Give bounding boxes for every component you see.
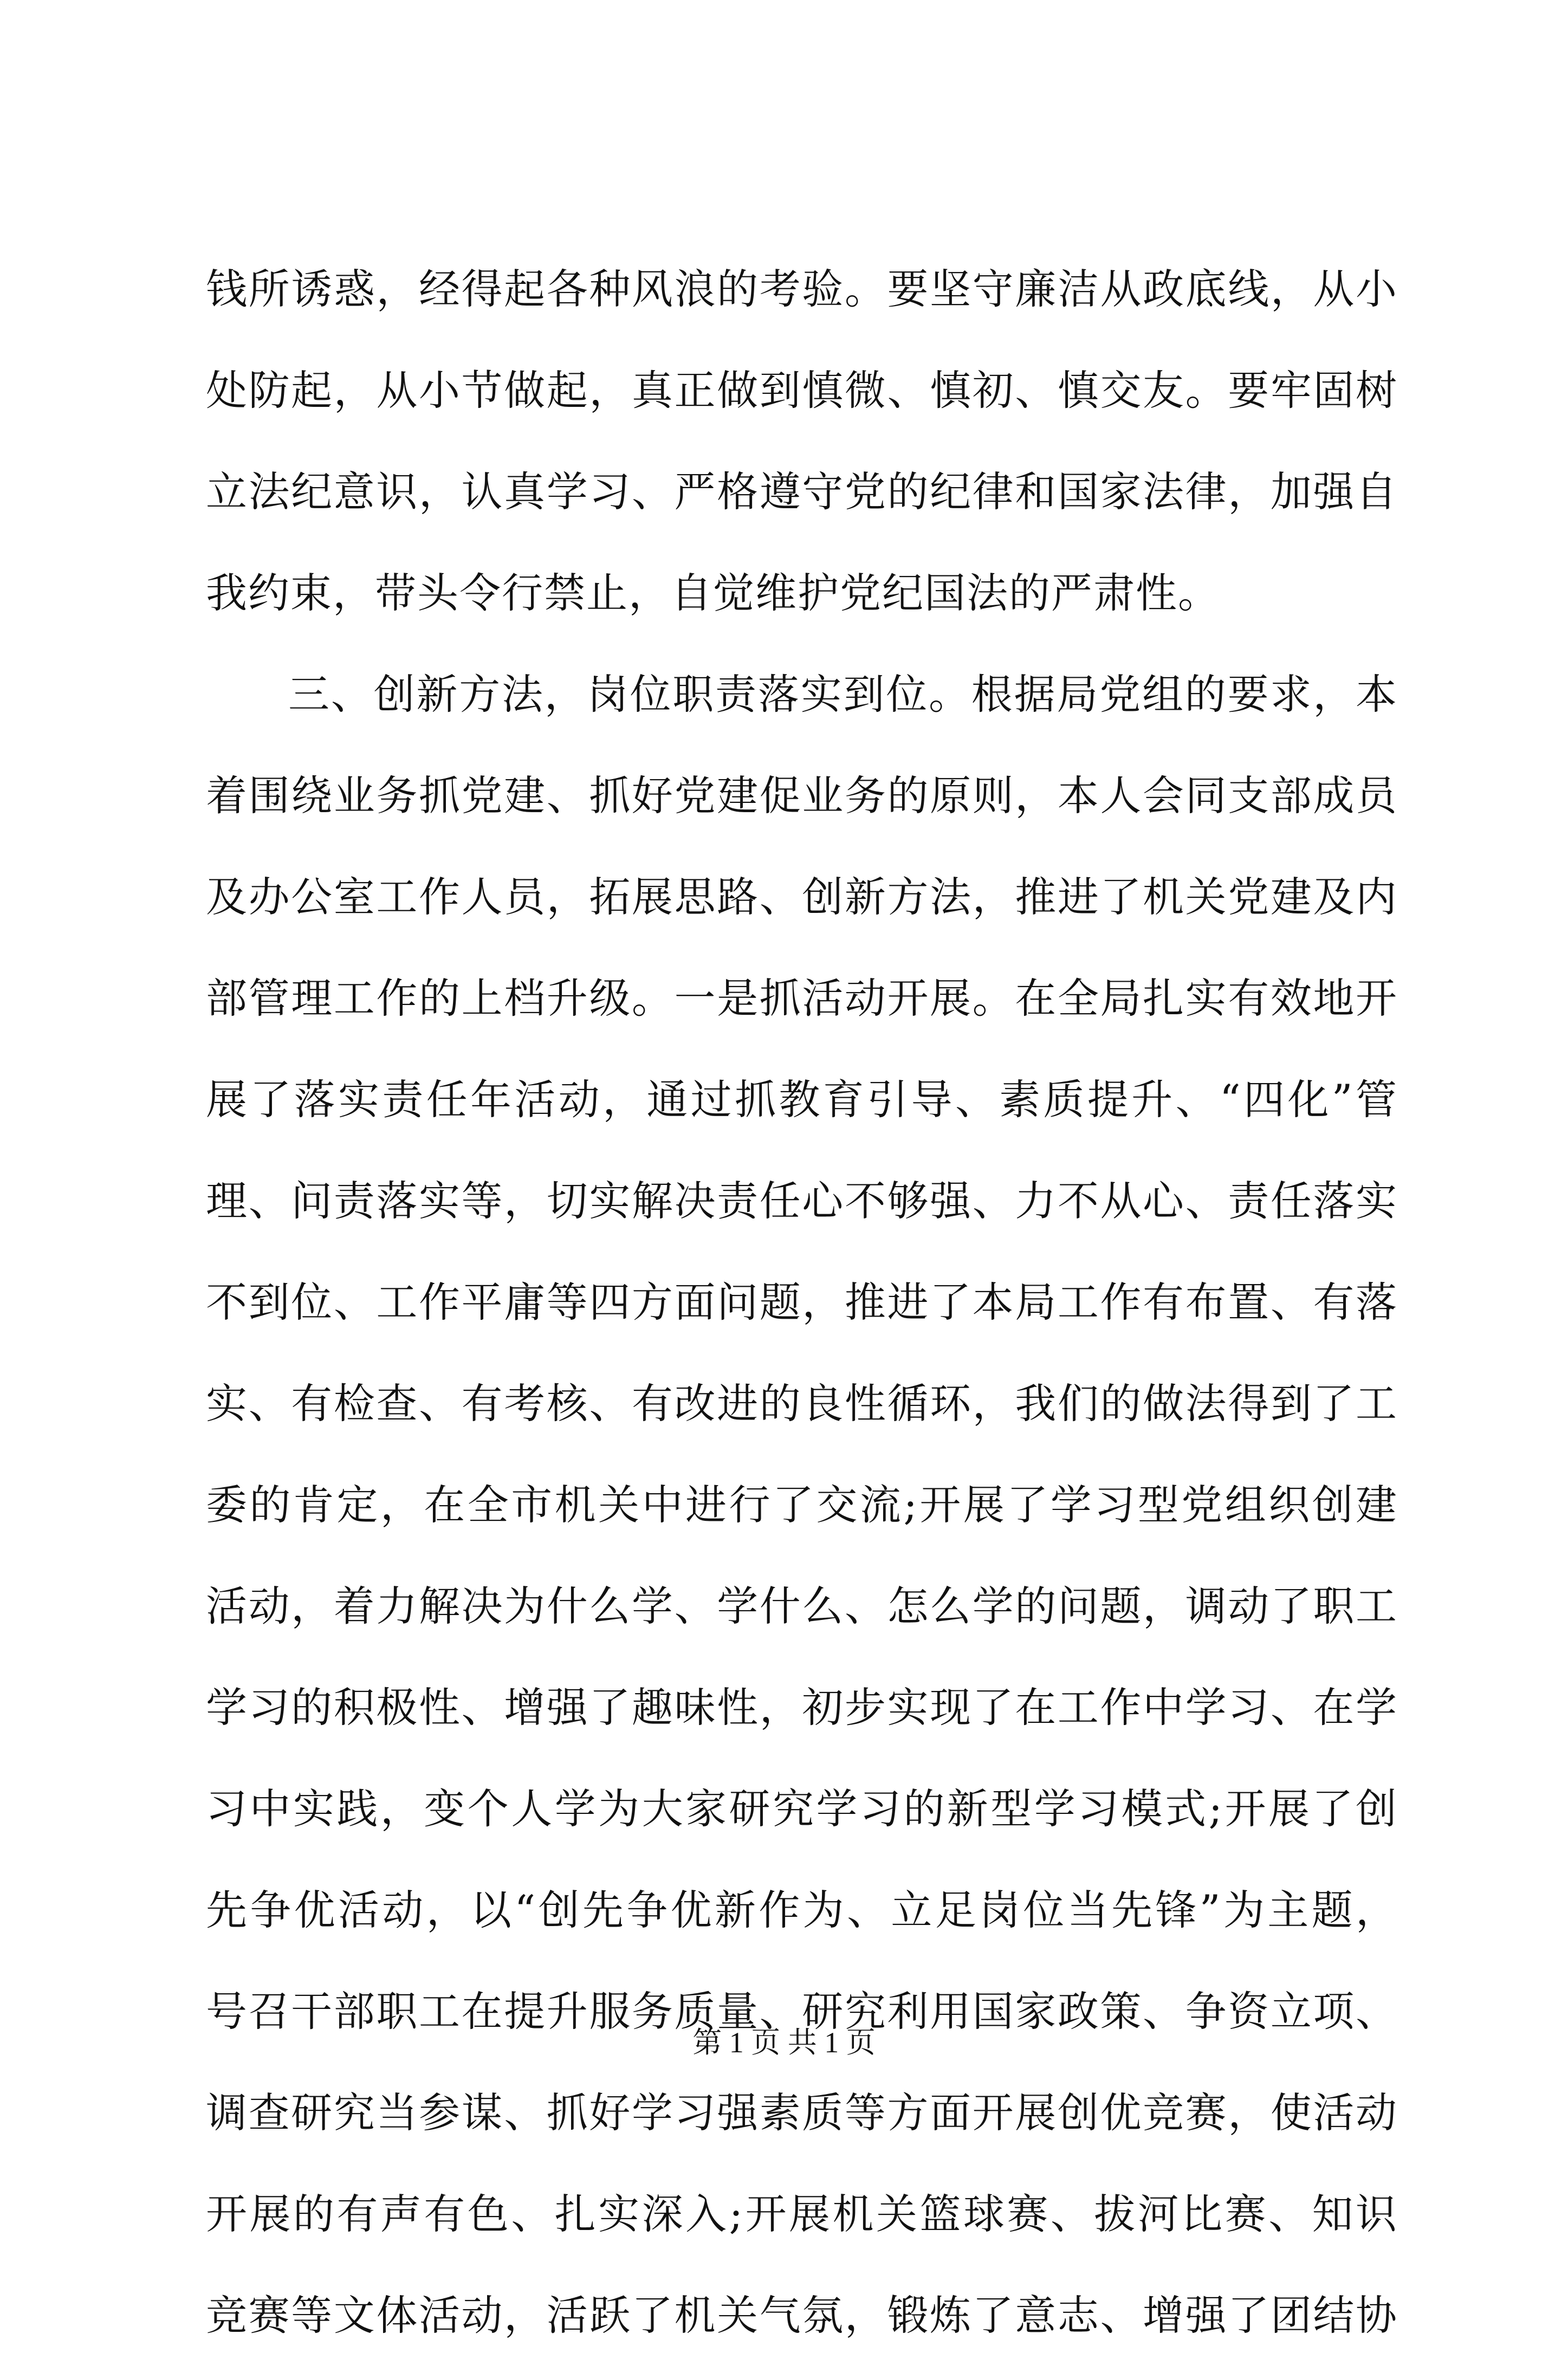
text-line: 部管理工作的上档升级。一是抓活动开展。在全局扎实有效地开 <box>206 974 1398 1022</box>
text-line: 实、有检查、有考核、有改进的良性循环，我们的做法得到了工 <box>206 1379 1398 1428</box>
text-line: 处防起，从小节做起，真正做到慎微、慎初、慎交友。要牢固树 <box>206 366 1398 414</box>
text-line: 竞赛等文体活动，活跃了机关气氛，锻炼了意志、增强了团结协 <box>206 2291 1398 2339</box>
text-line: 展了落实责任年活动，通过抓教育引导、素质提升、“四化”管 <box>206 1075 1398 1124</box>
page-footer: 第 1 页 共 1 页 <box>692 2026 876 2059</box>
text-line: 调查研究当参谋、抓好学习强素质等方面开展创优竞赛，使活动 <box>206 2089 1398 2137</box>
text-line: 学习的积极性、增强了趣味性，初步实现了在工作中学习、在学 <box>206 1683 1398 1732</box>
text-line: 立法纪意识，认真学习、严格遵守党的纪律和国家法律，加强自 <box>206 468 1398 516</box>
text-line: 钱所诱惑，经得起各种风浪的考验。要坚守廉洁从政底线，从小 <box>206 265 1398 313</box>
text-line: 委的肯定，在全市机关中进行了交流;开展了学习型党组织创建 <box>206 1481 1398 1529</box>
text-line: 号召干部职工在提升服务质量、研究利用国家政策、争资立项、 <box>206 1987 1398 2036</box>
text-line: 及办公室工作人员，拓展思路、创新方法，推进了机关党建及内 <box>206 873 1398 921</box>
text-line: 理、问责落实等，切实解决责任心不够强、力不从心、责任落实 <box>206 1177 1398 1225</box>
text-line: 先争优活动，以“创先争优新作为、立足岗位当先锋”为主题， <box>206 1886 1398 1934</box>
text-line: 着围绕业务抓党建、抓好党建促业务的原则，本人会同支部成员 <box>206 772 1398 820</box>
text-line: 我约束，带头令行禁止，自觉维护党纪国法的严肃性。 <box>206 569 1220 617</box>
paragraph-start-line: 三、创新方法，岗位职责落实到位。根据局党组的要求，本 <box>288 670 1398 718</box>
text-line: 不到位、工作平庸等四方面问题，推进了本局工作有布置、有落 <box>206 1278 1398 1326</box>
text-line: 活动，着力解决为什么学、学什么、怎么学的问题，调动了职工 <box>206 1582 1398 1630</box>
text-line: 习中实践，变个人学为大家研究学习的新型学习模式;开展了创 <box>206 1785 1398 1833</box>
text-line: 开展的有声有色、扎实深入;开展机关篮球赛、拔河比赛、知识 <box>206 2190 1398 2238</box>
